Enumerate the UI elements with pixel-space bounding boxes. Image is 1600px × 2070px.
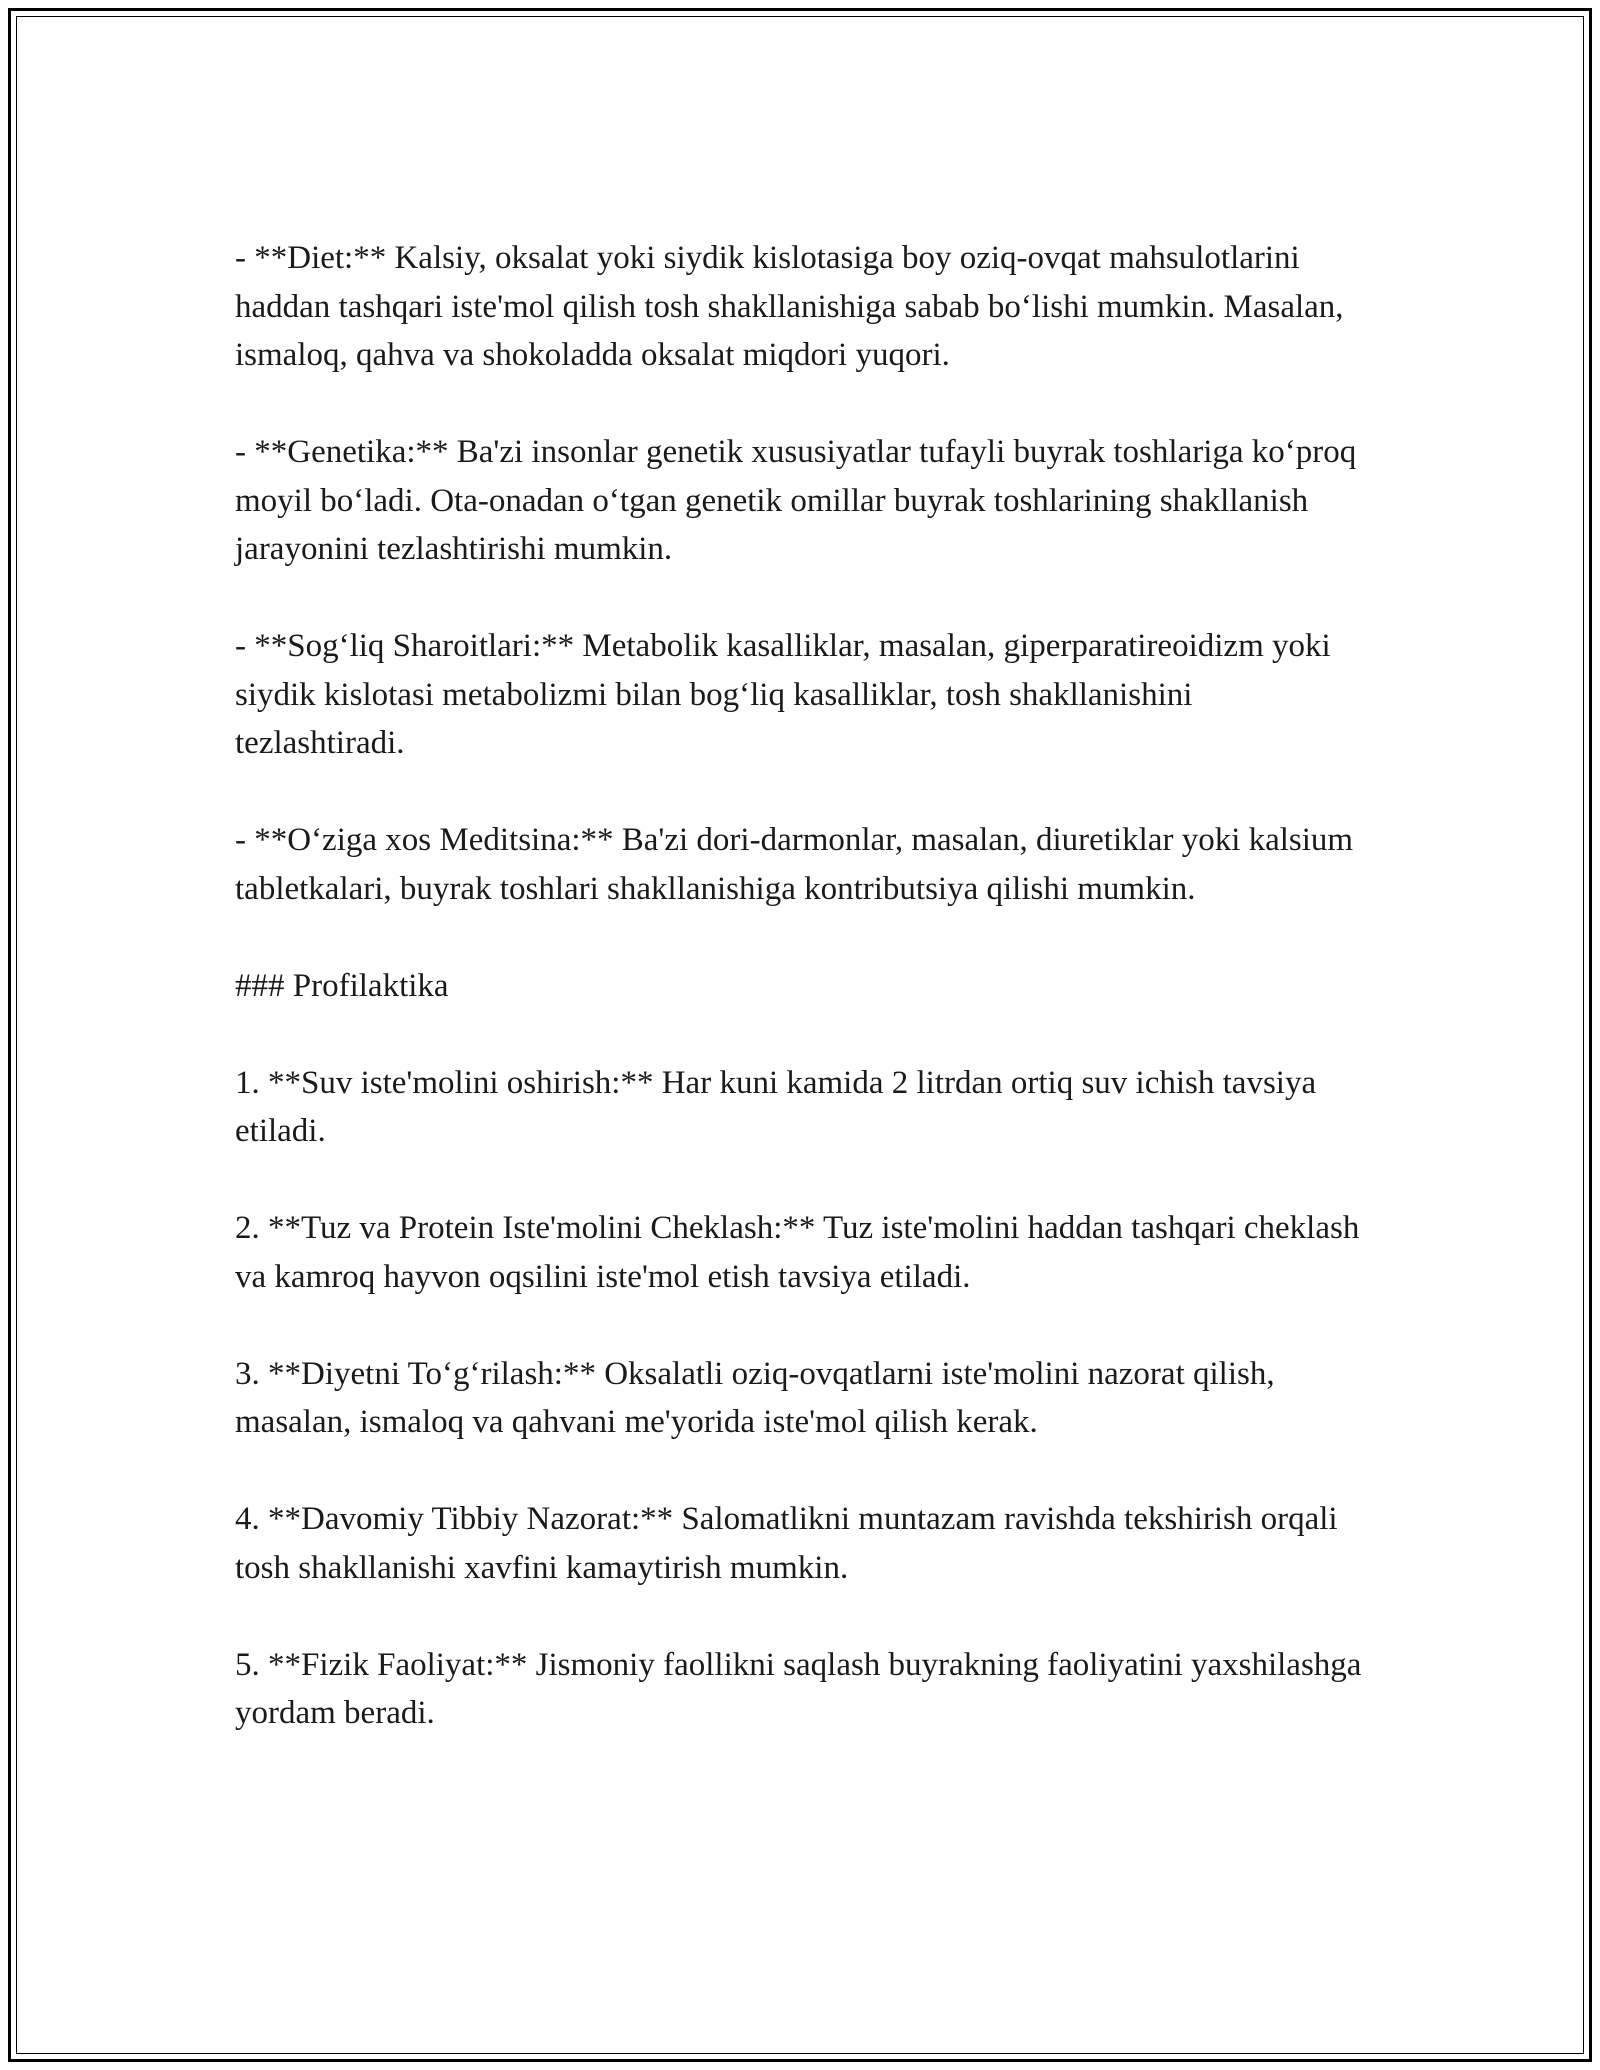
document-body — [235, 234, 1370, 1738]
bullet-oziga-xos-meditsina: - **O‘ziga xos Meditsina:** Ba'zi dori-darmonlar, masalan, diuretiklar yoki kalsium tabletkalari, buyrak toshlari shakllanishiga kontributsiya qilishi mumkin. — [235, 822, 1362, 907]
bullet-diet: - **Diet:** Kalsiy, oksalat yoki siydik kislotasiga boy oziq-ovqat mahsulotlarini haddan tashqari iste'mol qilish tosh shakllanishiga sabab bo‘lishi mumkin. Masalan, ismaloq, qahva va shokoladda oksalat miqdori yuqori. — [235, 240, 1352, 373]
section-heading-profilaktika: ### Profilaktika — [235, 967, 449, 1004]
list-item-5: 5. **Fizik Faoliyat:** Jismoniy faollikni saqlash buyrakning faoliyatini yaxshilashga yordam beradi. — [235, 1646, 1370, 1731]
list-item-3: 3. **Diyetni To‘g‘rilash:** Oksalatli oziq-ovqatlarni iste'molini nazorat qilish, masalan, ismaloq va qahvani me'yorida iste'mol qilish kerak. — [235, 1355, 1283, 1440]
list-item-4: 4. **Davomiy Tibbiy Nazorat:** Salomatlikni muntazam ravishda tekshirish orqali tosh shakllanishi xavfini kamaytirish mumkin. — [235, 1501, 1346, 1586]
list-item-2: 2. **Tuz va Protein Iste'molini Cheklash:** Tuz iste'molini haddan tashqari cheklash va kamroq hayvon oqsilini iste'mol etish tavsiya etiladi. — [235, 1210, 1368, 1295]
bullet-genetika: - **Genetika:** Ba'zi insonlar genetik xususiyatlar tufayli buyrak toshlariga ko‘proq moyil bo‘ladi. Ota-onadan o‘tgan genetik omillar buyrak toshlarining shakllanish jarayonini tezlashtirishi mumkin. — [235, 434, 1365, 567]
bullet-sogliq-sharoitlari: - **Sog‘liq Sharoitlari:** Metabolik kasalliklar, masalan, giperparatireoidizm yoki siydik kislotasi metabolizmi bilan bog‘liq kasalliklar, tosh shakllanishini tezlashtiradi. — [235, 628, 1339, 761]
list-item-1: 1. **Suv iste'molini oshirish:** Har kuni kamida 2 litrdan ortiq suv ichish tavsiya etiladi. — [235, 1064, 1325, 1149]
